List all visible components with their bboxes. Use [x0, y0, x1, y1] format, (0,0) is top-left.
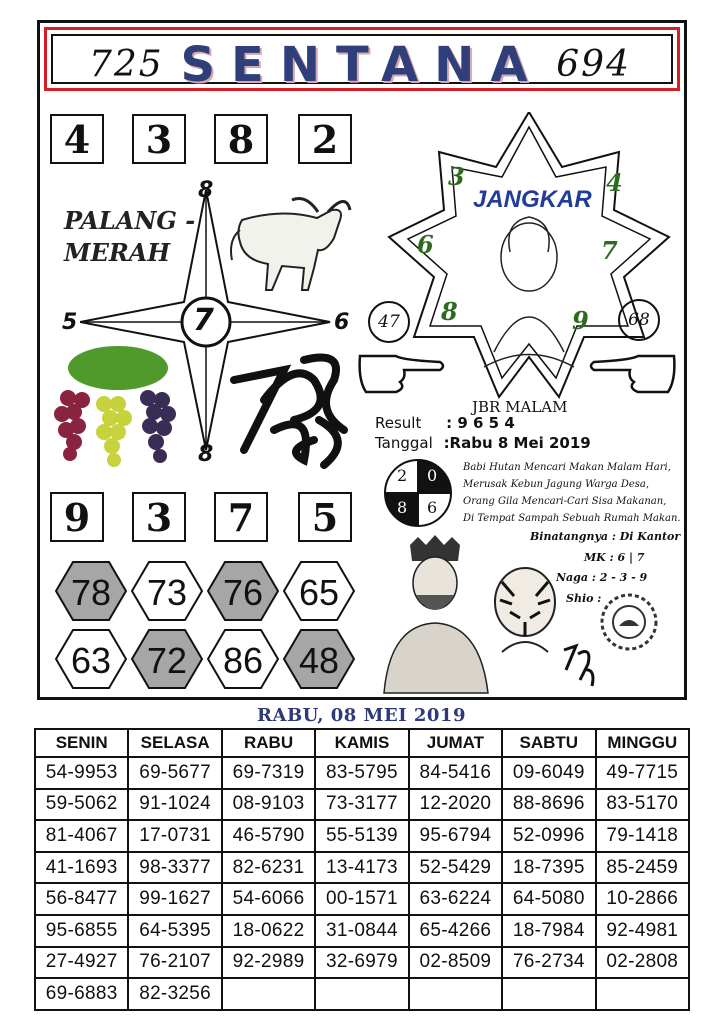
bottom-digit-box: 7 [214, 492, 268, 542]
header-left-number: 725 [89, 44, 164, 85]
tanggal-value: :Rabu 8 Mei 2019 [443, 434, 591, 452]
result-value: : 9 6 5 4 [446, 414, 515, 432]
table-cell: 12-2020 [409, 789, 502, 821]
table-cell: 46-5790 [222, 820, 315, 852]
jangkar-petal-number: 6 [417, 230, 434, 259]
star-bottom-number: 8 [198, 442, 214, 467]
table-cell: 54-9953 [35, 757, 128, 789]
table-cell: 69-7319 [222, 757, 315, 789]
left-circle-number: 47 [368, 301, 410, 343]
hexagon-value: 63 [70, 640, 112, 681]
table-cell [315, 978, 408, 1010]
jangkar-petal-number: 3 [448, 162, 465, 191]
table-cell: 69-5677 [128, 757, 221, 789]
table-row [35, 883, 689, 915]
top-digit-box: 2 [298, 114, 352, 164]
results-table [34, 728, 690, 1011]
jangkar-title: JANGKAR [473, 186, 592, 213]
table-cell: 02-8509 [409, 947, 502, 979]
table-cell: 83-5795 [315, 757, 408, 789]
jbr-malam-label: JBR MALAM [472, 398, 568, 416]
jangkar-petal-number: 8 [441, 297, 458, 326]
table-cell: 63-6224 [409, 883, 502, 915]
jangkar-petal-number: 9 [572, 306, 589, 335]
naga-label: Naga : 2 - 3 - 9 [556, 571, 648, 584]
table-cell: 91-1024 [128, 789, 221, 821]
table-cell: 55-5139 [315, 820, 408, 852]
top-digit-box: 3 [132, 114, 186, 164]
top-digit-box: 4 [50, 114, 104, 164]
table-cell: 95-6794 [409, 820, 502, 852]
table-header-cell: SENIN [35, 729, 128, 757]
table-cell: 18-0622 [222, 915, 315, 947]
hexagon-value: 72 [146, 640, 188, 681]
table-cell: 79-1418 [596, 820, 689, 852]
table-row [35, 947, 689, 979]
table-cell: 59-5062 [35, 789, 128, 821]
table-cell: 76-2734 [502, 947, 595, 979]
star-left-number: 5 [62, 310, 78, 335]
table-cell [596, 978, 689, 1010]
table-cell: 69-6883 [35, 978, 128, 1010]
table-cell: 65-4266 [409, 915, 502, 947]
table-cell: 82-3256 [128, 978, 221, 1010]
table-cell: 85-2459 [596, 852, 689, 884]
grapes-icon [48, 338, 188, 478]
table-header-cell: JUMAT [409, 729, 502, 757]
star-right-number: 6 [334, 310, 350, 335]
table-cell: 08-9103 [222, 789, 315, 821]
table-row [35, 789, 689, 821]
table-cell: 27-4927 [35, 947, 128, 979]
hexagon-number [207, 628, 279, 690]
tanggal-label: Tanggal [375, 434, 433, 452]
quadrant-pie-graphic [383, 458, 453, 528]
hexagon-number [207, 560, 279, 622]
table-cell: 00-1571 [315, 883, 408, 915]
table-cell: 76-2107 [128, 947, 221, 979]
scribble-numbers-graphic [224, 340, 354, 470]
table-cell: 82-6231 [222, 852, 315, 884]
table-row [35, 915, 689, 947]
pointing-hand-right-icon [356, 350, 446, 396]
star-top-number: 8 [198, 178, 214, 203]
right-circle-number: 68 [618, 299, 660, 341]
table-header-row [35, 729, 689, 757]
table-row [35, 978, 689, 1010]
top-digit-box: 8 [214, 114, 268, 164]
table-cell: 98-3377 [128, 852, 221, 884]
table-header-cell: MINGGU [596, 729, 689, 757]
hexagon-number [283, 560, 355, 622]
binatang-label: Binatangnya : Di Kantor [530, 530, 681, 543]
date-title: RABU, 08 MEI 2019 [257, 705, 466, 726]
hexagon-number [131, 628, 203, 690]
header-banner [44, 27, 680, 91]
table-cell: 52-0996 [502, 820, 595, 852]
palang-line-1: PALANG - [64, 206, 196, 235]
header-right-number: 694 [556, 44, 631, 85]
table-cell: 31-0844 [315, 915, 408, 947]
table-cell: 84-5416 [409, 757, 502, 789]
table-cell: 09-6049 [502, 757, 595, 789]
hexagon-number [55, 560, 127, 622]
pie-quadrant-number: 6 [427, 498, 438, 517]
table-body [35, 757, 689, 1010]
table-cell: 56-8477 [35, 883, 128, 915]
table-cell [409, 978, 502, 1010]
hexagon-value: 65 [298, 572, 340, 613]
bottom-digit-box: 9 [50, 492, 104, 542]
mk-label: MK : 6 | 7 [584, 551, 645, 564]
poem-line: Orang Gila Mencari-Cari Sisa Makanan, [463, 496, 667, 507]
poster-title: SENTANA [180, 37, 544, 93]
shio-zodiac-icon [599, 592, 659, 652]
table-header-cell: SABTU [502, 729, 595, 757]
hexagon-value: 76 [222, 572, 264, 613]
table-cell: 49-7715 [596, 757, 689, 789]
pie-quadrant-number: 0 [427, 466, 438, 485]
header-inner-border [51, 34, 673, 93]
table-cell: 52-5429 [409, 852, 502, 884]
pie-quadrant-number: 8 [397, 498, 408, 517]
table-cell [502, 978, 595, 1010]
hexagon-number [55, 628, 127, 690]
table-cell: 64-5395 [128, 915, 221, 947]
table-header-cell: SELASA [128, 729, 221, 757]
table-header-cell: RABU [222, 729, 315, 757]
result-line [375, 414, 515, 432]
table-cell: 83-5170 [596, 789, 689, 821]
hexagon-value: 48 [298, 640, 340, 681]
poem-line: Babi Hutan Mencari Makan Malam Hari, [463, 462, 671, 473]
table-cell: 32-6979 [315, 947, 408, 979]
shio-label: Shio : [566, 592, 602, 605]
table-cell: 92-2989 [222, 947, 315, 979]
poem-text [463, 459, 681, 527]
bottom-digit-box: 3 [132, 492, 186, 542]
scribble-mini-graphic [558, 640, 602, 692]
table-row [35, 757, 689, 789]
hexagon-value: 73 [146, 572, 188, 613]
table-header-cell: KAMIS [315, 729, 408, 757]
table-cell: 64-5080 [502, 883, 595, 915]
table-cell [222, 978, 315, 1010]
result-label: Result [375, 414, 422, 432]
tiger-illustration [490, 562, 560, 662]
buffalo-icon [222, 190, 352, 300]
pie-quadrant-number: 2 [397, 466, 408, 485]
jangkar-petal-number: 4 [606, 168, 623, 197]
table-cell: 81-4067 [35, 820, 128, 852]
table-cell: 92-4981 [596, 915, 689, 947]
jangkar-petal-number: 7 [601, 236, 618, 265]
table-cell: 17-0731 [128, 820, 221, 852]
table-cell: 54-6066 [222, 883, 315, 915]
king-illustration [380, 535, 490, 695]
table-cell: 18-7984 [502, 915, 595, 947]
table-cell: 73-3177 [315, 789, 408, 821]
table-cell: 13-4173 [315, 852, 408, 884]
table-row [35, 852, 689, 884]
table-cell: 99-1627 [128, 883, 221, 915]
hexagon-number [283, 628, 355, 690]
table-cell: 02-2808 [596, 947, 689, 979]
table-cell: 41-1693 [35, 852, 128, 884]
tanggal-line [375, 434, 591, 452]
bottom-digit-box: 5 [298, 492, 352, 542]
table-cell: 10-2866 [596, 883, 689, 915]
palang-line-2: MERAH [64, 238, 171, 267]
table-row [35, 820, 689, 852]
table-cell: 95-6855 [35, 915, 128, 947]
poem-line: Di Tempat Sampah Sebuah Rumah Makan. [463, 513, 681, 524]
pointing-hand-left-icon [588, 350, 678, 396]
table-cell: 88-8696 [502, 789, 595, 821]
hexagon-number [131, 560, 203, 622]
poem-line: Merusak Kebun Jagung Warga Desa, [463, 479, 650, 490]
star-center-number: 7 [193, 303, 214, 338]
hexagon-value: 78 [70, 572, 112, 613]
table-cell: 18-7395 [502, 852, 595, 884]
hexagon-value: 86 [222, 640, 264, 681]
